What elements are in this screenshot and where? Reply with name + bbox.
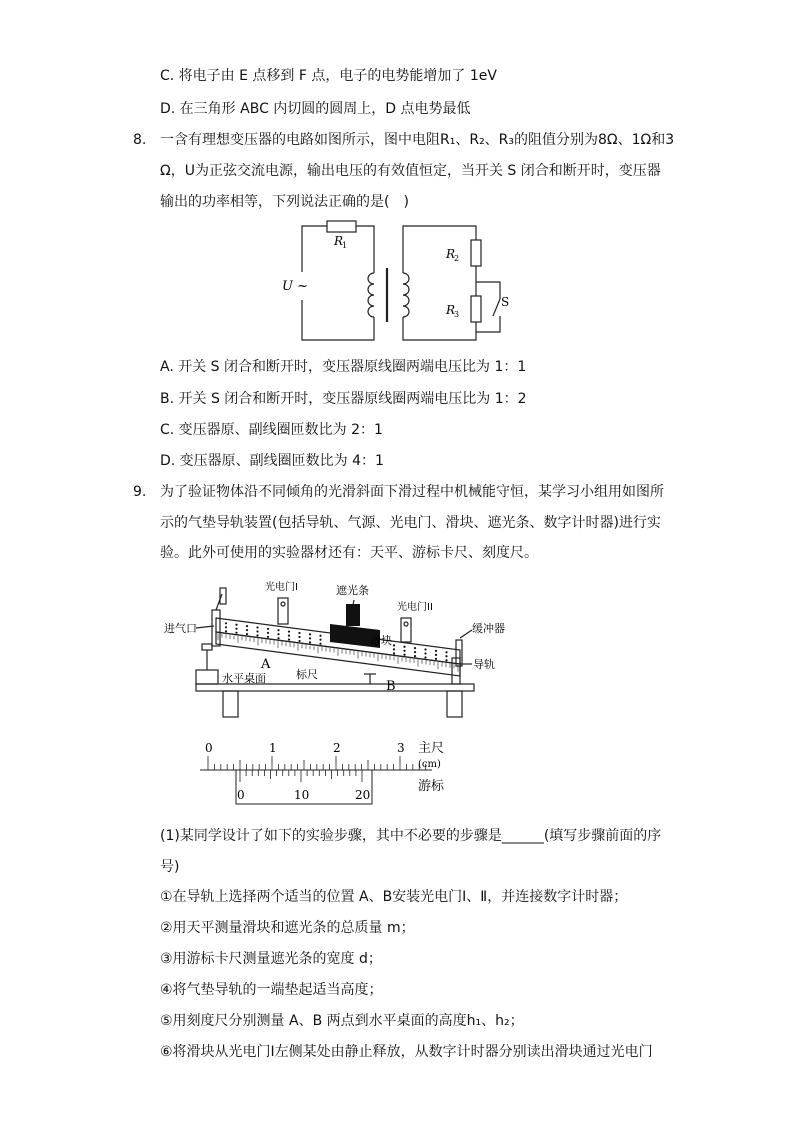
- q9-step-5: ⑤用刻度尺分别测量 A、B 两点到水平桌面的高度h₁、h₂；: [160, 1013, 524, 1029]
- unit-label: (cm): [418, 759, 441, 770]
- q9-stem-line-2: 示的气垫导轨装置(包括导轨、气源、光电门、滑块、遮光条、数字计时器)进行实: [160, 515, 661, 531]
- point-a-label: A: [261, 657, 271, 672]
- r2-label: R: [446, 247, 456, 261]
- rail-label: 导轨: [473, 658, 495, 671]
- switch-label: S: [501, 295, 510, 309]
- q8-option-b: B. 开关 S 闭合和断开时，变压器原线圈两端电压比为 1：2: [160, 391, 527, 407]
- q7-option-c: C. 将电子由 E 点移到 F 点，电子的电势能增加了 1eV: [160, 68, 497, 84]
- point-b-label: B: [386, 679, 396, 694]
- q9-step-4: ④将气垫导轨的一端垫起适当高度；: [160, 982, 383, 998]
- q9-step-6: ⑥将滑块从光电门Ⅰ左侧某处由静止释放，从数字计时器分别读出滑块通过光电门: [160, 1044, 653, 1060]
- gate1-label: 光电门I: [265, 582, 298, 593]
- svg-text:1: 1: [342, 241, 348, 250]
- q9-number: 9.: [133, 484, 147, 500]
- vernier-caliper-diagram: [196, 738, 466, 810]
- vernier-number: 10: [294, 788, 310, 802]
- vernier-scale-label: 游标: [418, 779, 445, 794]
- main-scale-number: 2: [333, 741, 341, 755]
- slider-label: 滑块: [370, 634, 392, 647]
- r1-label: R: [334, 234, 344, 248]
- r3-label: R: [446, 303, 456, 317]
- q8-number: 8.: [133, 132, 147, 148]
- q9-stem-line-1: 为了验证物体沿不同倾角的光滑斜面下滑过程中机械能守恒，某学习小组用如图所: [160, 484, 664, 500]
- q8-option-c: C. 变压器原、副线圈匝数比为 2：1: [160, 422, 383, 438]
- table-leg-left: [223, 691, 238, 717]
- r3-resistor: [471, 296, 481, 322]
- r2-resistor: [471, 240, 481, 266]
- primary-coil: [368, 273, 374, 317]
- inlet-label: 进气口: [164, 622, 197, 635]
- q9-stem-line-3: 验。此外可使用的实验器材还有：天平、游标卡尺、刻度尺。: [160, 545, 538, 561]
- scale-label: 标尺: [296, 668, 318, 681]
- switch-s: [493, 299, 500, 316]
- table-leg-right: [447, 691, 462, 717]
- main-scale-number: 3: [397, 741, 405, 755]
- secondary-coil: [403, 273, 409, 317]
- q9-step-1: ①在导轨上选择两个适当的位置 A、B安装光电门Ⅰ、Ⅱ，并连接数字计时器；: [160, 889, 628, 905]
- q7-option-d: D. 在三角形 ABC 内切圆的圆周上，D 点电势最低: [160, 101, 471, 117]
- table-top: [196, 684, 474, 691]
- q9-step-3: ③用游标卡尺测量遮光条的宽度 d；: [160, 951, 382, 967]
- main-scale-number: 0: [205, 741, 213, 755]
- r1-resistor: [327, 221, 356, 232]
- q8-option-d: D. 变压器原、副线圈匝数比为 4：1: [160, 453, 384, 469]
- q8-circuit-diagram: [270, 212, 510, 352]
- q8-stem-line-3: 输出的功率相等，下列说法正确的是( ): [160, 194, 409, 210]
- buffer-label: 缓冲器: [472, 622, 505, 635]
- q9-part1-line-1: (1)某同学设计了如下的实验步骤，其中不必要的步骤是______(填写步骤前面的序: [160, 828, 662, 844]
- q8-option-a: A. 开关 S 闭合和断开时，变压器原线圈两端电压比为 1：1: [160, 359, 527, 375]
- shading-strip: [346, 604, 360, 626]
- q9-step-2: ②用天平测量滑块和遮光条的总质量 m；: [160, 920, 415, 936]
- main-scale-number: 1: [269, 741, 277, 755]
- air-track-diagram: [160, 578, 505, 728]
- svg-text:2: 2: [454, 254, 460, 263]
- vernier-number: 20: [355, 788, 371, 802]
- vernier-number: 0: [237, 788, 245, 802]
- q8-stem-line-2: Ω，U为正弦交流电源，输出电压的有效值恒定，当开关 S 闭合和断开时，变压器: [160, 163, 661, 179]
- q9-part1-line-2: 号): [160, 859, 180, 875]
- desk-label: 水平桌面: [222, 672, 266, 685]
- gate2-label: 光电门II: [397, 602, 433, 613]
- u-source-label: U ~: [282, 279, 308, 294]
- q8-stem-line-1: 一含有理想变压器的电路如图所示，图中电阻R₁、R₂、R₃的阻值分别为8Ω、1Ω和3: [160, 132, 675, 148]
- svg-text:3: 3: [454, 310, 460, 319]
- main-scale-label: 主尺: [418, 741, 445, 756]
- strip-label: 遮光条: [336, 584, 369, 597]
